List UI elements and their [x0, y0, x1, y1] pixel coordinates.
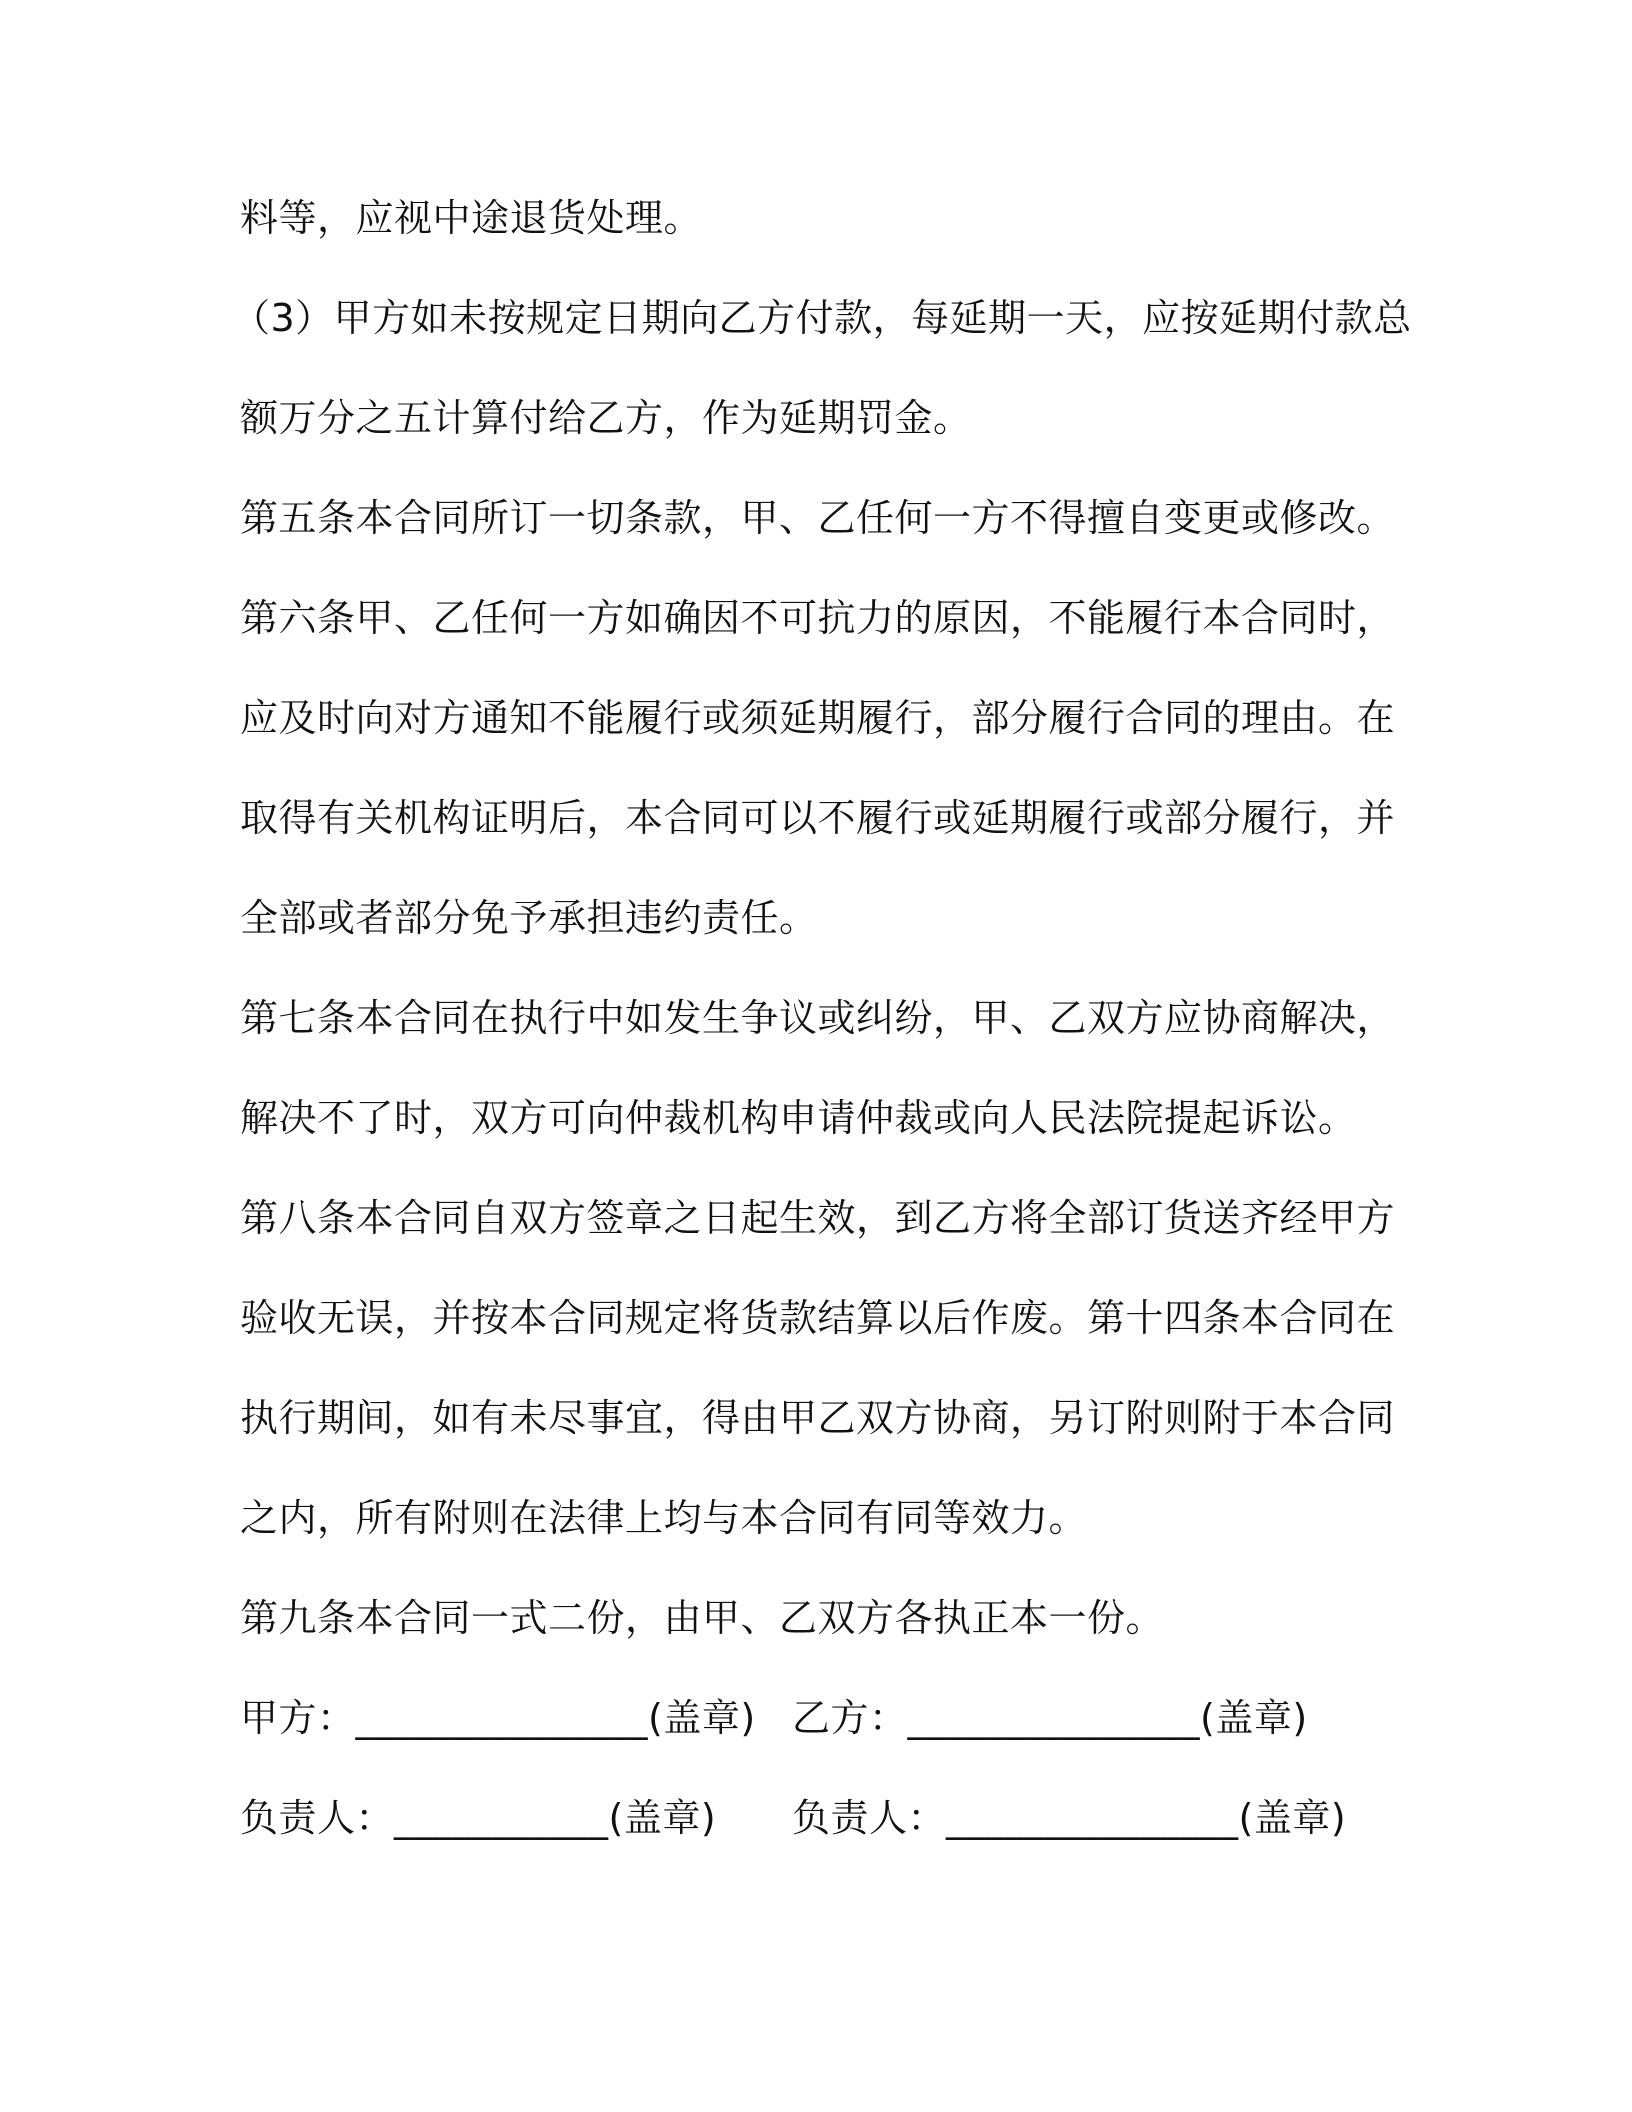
- article-6-line-1: 第六条甲、乙任何一方如确因不可抗力的原因，不能履行本合同时，: [240, 596, 1396, 640]
- article-9: 第九条本合同一式二份，由甲、乙双方各执正本一份。: [240, 1596, 1165, 1640]
- article-5: 第五条本合同所订一切条款，甲、乙任何一方不得擅自变更或修改。: [240, 496, 1396, 540]
- party-b-head-signature: 负责人：_______________(盖章): [792, 1796, 1347, 1840]
- article-6-line-2: 应及时向对方通知不能履行或须延期履行，部分履行合同的理由。在: [240, 696, 1396, 740]
- party-a-signature: 甲方：_______________(盖章): [240, 1696, 756, 1740]
- article-7-line-1: 第七条本合同在执行中如发生争议或纠纷，甲、乙双方应协商解决，: [240, 996, 1396, 1040]
- article-6-line-4: 全部或者部分免予承担违约责任。: [240, 896, 818, 940]
- article-6-line-3: 取得有关机构证明后，本合同可以不履行或延期履行或部分履行，并: [240, 796, 1396, 840]
- article-7-line-2: 解决不了时，双方可向仲裁机构申请仲裁或向人民法院提起诉讼。: [240, 1096, 1357, 1140]
- article-8-line-2: 验收无误，并按本合同规定将货款结算以后作废。第十四条本合同在: [240, 1296, 1396, 1340]
- text-line-1: 料等，应视中途退货处理。: [240, 196, 703, 240]
- text-line-3: 额万分之五计算付给乙方，作为延期罚金。: [240, 396, 972, 440]
- party-b-signature: 乙方：_______________(盖章): [792, 1696, 1308, 1740]
- text-line-2: （3）甲方如未按规定日期向乙方付款，每延期一天，应按延期付款总: [232, 296, 1412, 340]
- article-8-line-3: 执行期间，如有未尽事宜，得由甲乙双方协商，另订附则附于本合同: [240, 1396, 1396, 1440]
- article-8-line-4: 之内，所有附则在法律上均与本合同有同等效力。: [240, 1496, 1088, 1540]
- party-a-head-signature: 负责人：___________(盖章): [240, 1796, 717, 1840]
- article-8-line-1: 第八条本合同自双方签章之日起生效，到乙方将全部订货送齐经甲方: [240, 1196, 1396, 1240]
